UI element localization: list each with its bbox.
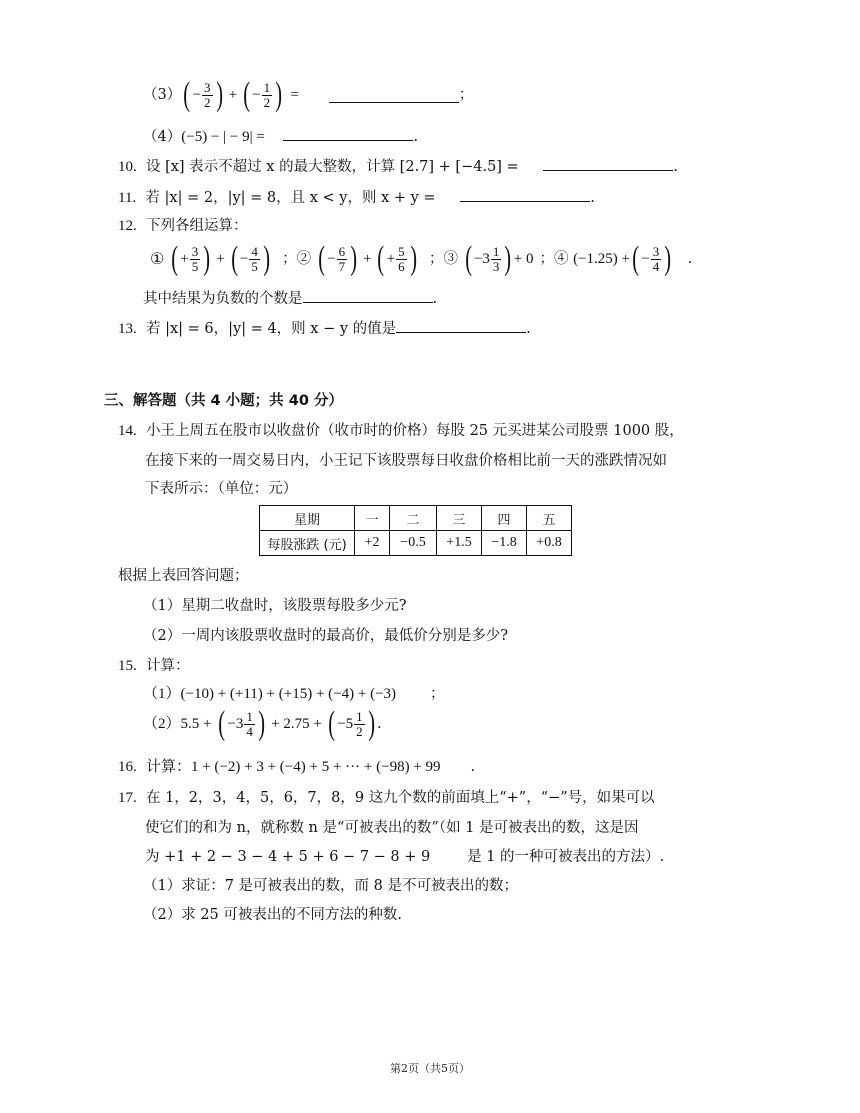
question-17-line2: 使它们的和为 n，就称数 n 是“可被表出的数”（如 1 是可被表出的数，这是因 [145, 820, 639, 836]
question-15: 15. 计算： [118, 658, 190, 674]
question-14-line2: 在接下来的一周交易日内，小王记下该股票每日收盘价格相比前一天的涨跌情况如 [145, 453, 667, 469]
answer-blank[interactable] [396, 318, 526, 333]
question-14-part2: （2）一周内该股票收盘时的最高价，最低价分别是多少? [143, 628, 508, 644]
question-12: 12. 下列各组运算： [118, 218, 248, 234]
question-14-part1: （1）星期二收盘时，该股票每股多少元? [143, 598, 407, 614]
fraction: $\frac{1}{2}$ [356, 708, 363, 739]
fraction: $\frac{3}{4}$ [652, 243, 660, 274]
question-17-part2: （2）求 25 可被表出的不同方法的种数. [143, 907, 403, 923]
table-header-row: 星期 一 二 三 四 五 [260, 506, 572, 531]
question-14-line3: 下表所示：（单位：元） [145, 481, 298, 497]
fraction: $\frac{5}{6}$ [398, 243, 405, 274]
question-13: 13. 若 |x| = 6，|y| = 4，则 x − y 的值是 . [118, 318, 531, 339]
question-12-options: ① ( + $\frac{3}{5}$ ) + ( − $\frac{4}{5}$ ) ；② ( − $\frac{6}{7}$ ) + ( + $\frac{5}{6}$ ) ；③ ( −3 $\frac{1}{3}$ ) + 0 ；④ (−1.25) + ( − $\frac{3}{4}$ ) . [150, 240, 693, 277]
fraction: $\frac{3}{5}$ [191, 243, 199, 274]
answer-blank[interactable] [329, 88, 459, 103]
question-12-follow: 其中结果为负数的个数是 . [143, 288, 437, 309]
question-17: 17. 在 1，2，3，4，5，6，7，8，9 这九个数的前面填上“+”，“−”号，如果可以 [118, 790, 655, 806]
table-row: 每股涨跌 (元) +2 −0.5 +1.5 −1.8 +0.8 [260, 531, 572, 556]
question-17-part1: （1）求证：7 是可被表出的数，而 8 是不可被表出的数； [143, 878, 519, 894]
answer-blank[interactable] [460, 187, 590, 202]
question-17-line3: 为 +1 + 2 − 3 − 4 + 5 + 6 − 7 − 8 + 9 是 1 的一种可被表出的方法）. [145, 849, 665, 865]
question-14: 14. 小王上周五在股市以收盘价（收市时的价格）每股 25 元买进某公司股票 1000 股， [118, 423, 684, 439]
section-heading: 三、解答题（共 4 小题；共 40 分） [104, 393, 343, 409]
question-15-part2: （2）5.5 + ( −3 $\frac{1}{4}$ ) + 2.75 + ( −5 $\frac{1}{2}$ ) . [143, 705, 382, 742]
fraction: $\frac{3}{2}$ [204, 79, 211, 110]
question-14-after: 根据上表回答问题； [118, 568, 249, 584]
answer-blank[interactable] [303, 288, 433, 303]
fraction: $\frac{1}{3}$ [492, 243, 500, 274]
fraction: $\frac{1}{2}$ [263, 79, 271, 110]
fraction: $\frac{1}{4}$ [246, 708, 253, 739]
stock-change-table [259, 505, 572, 556]
answer-blank[interactable] [543, 156, 673, 171]
question-15-part1: （1）(−10) + (+11) + (+15) + (−4) + (−3) ； [143, 686, 445, 702]
fraction: $\frac{4}{5}$ [251, 243, 258, 274]
answer-blank[interactable] [283, 126, 413, 141]
page-footer: 第2页（共5页） [390, 1062, 470, 1075]
question-10: 10. 设 [x] 表示不超过 x 的最大整数，计算 [2.7] + [−4.5] = . [118, 156, 678, 177]
question-16: 16. 计算：1 + (−2) + 3 + (−4) + 5 + ··· + (−98) + 99 . [118, 759, 476, 775]
question-4: （4）(−5) − | − 9| = . [143, 126, 418, 147]
fraction: $\frac{6}{7}$ [338, 243, 346, 274]
question-11: 11. 若 |x| = 2，|y| = 8，且 x < y，则 x + y = . [118, 187, 595, 208]
question-3: （3） ( − $\frac{3}{2}$ ) + ( − $\frac{1}{2}$ ) = ； [143, 76, 474, 113]
